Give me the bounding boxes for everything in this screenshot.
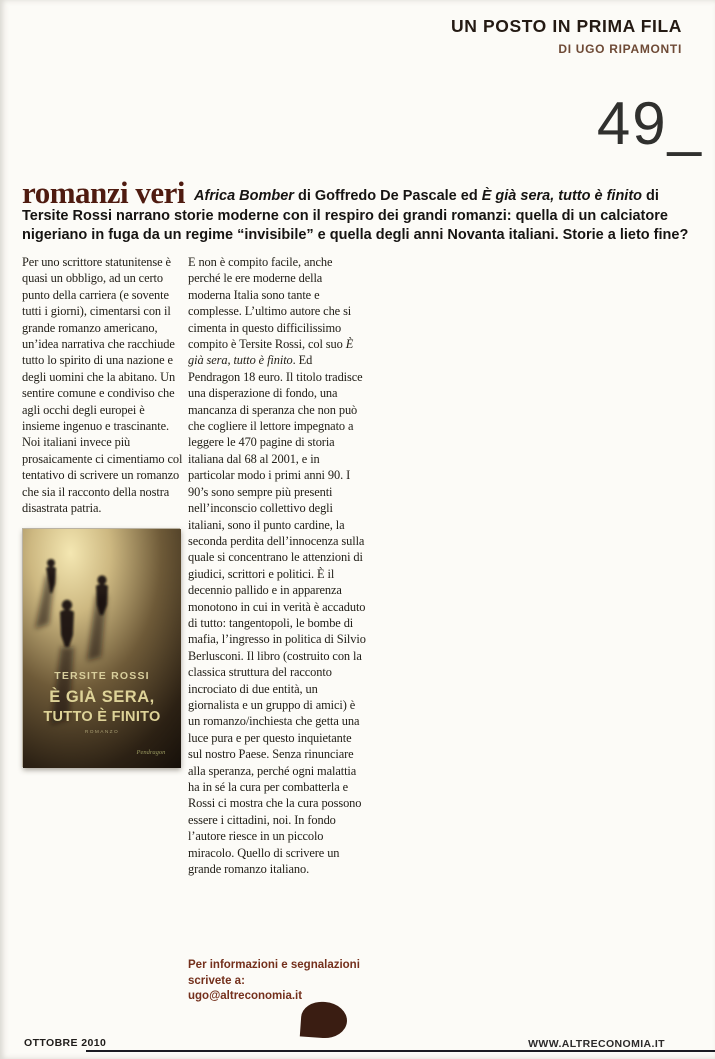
column-masthead [451,16,682,56]
right-column-p1: E non è compito facile, anche perché le ere moderne della moderna Italia sono tante e complesse. L’ultimo autore che si cimenta in questo difficilissimo compito è Tersite Rossi, col suo [188,255,352,352]
right-column-p2: . Ed Pendragon 18 euro. Il titolo tradisce una disperazione di fondo, una mancanza di speranza che non può che cogliere il lettore impegnato a leggere le 470 pagine di storia italiana dal 68 al 2001, e in particolar modo i primi anni 90. I 90’s sono sempre più presenti nell’inconscio collettivo degli italiani, sono il punto cardine, la seconda perdita dell’innocenza sulla quale si concentrano le attenzioni di giudici, scrittori e politici. È il decennio pallido e in apparenza monotono in cui in verità è accaduto di tutto: tangentopoli, le bombe di mafia, l’ingresso in politica di Silvio Berlusconi. Il libro (costruito con la classica struttura del racconto incrociato di due entità, un giornalista e un gruppo di amici) è un romanzo/inchiesta che getta una luce pura e per questo inquietante sul nostro Paese. Senza rinunciare alla speranza, perché ogni malattia ha in sé la cura per combatterla e Rossi ci mostra che la cura possono essere i cittadini, noi. In fondo l’autore riesce in un piccolo miracolo. Quello di scrivere un grande romanzo italiano. [188,353,366,877]
article-title: romanzi veri [22,175,186,210]
left-column [22,254,185,767]
standfirst-book2: È già sera, tutto è finito [481,188,643,204]
right-column-text [188,254,366,877]
cover-title-line1: È GIÀ SERA, [49,687,155,706]
website-url: WWW.ALTRECONOMIA.IT [528,1038,665,1050]
footer-rule [86,1050,715,1052]
cover-publisher: Pendragon [136,748,166,756]
standfirst-rest: di Tersite Rossi narrano storie moderne con il respiro dei grandi romanzi: quella di un calciatore nigeriano in fuga da un regime “invisibile” e quella degli anni Novanta italiani. Storie a lieto fine? [22,188,689,243]
column-title: UN POSTO IN PRIMA FILA [451,16,682,36]
headline-block [22,175,706,246]
standfirst [22,175,706,246]
standfirst-mid: di Goffredo De Pascale ed [293,188,482,204]
contact-line1: Per informazioni e segnalazioni [188,959,360,971]
contact-line2: scrivete a: [188,974,245,987]
issue-date: OTTOBRE 2010 [24,1037,107,1049]
book-cover-image [22,528,180,767]
right-column [188,254,366,877]
page-number: 49_ [596,90,703,157]
book-cover-art [23,529,181,768]
contact-block [188,958,360,1005]
left-column-text: Per uno scrittore statunitense è quasi un obbligo, ad un certo punto della carriera (e sovente tutti i giorni), cimentarsi con il grande romanzo americano, un’idea narrativa che racchiude tutto lo spirito di una nazione e degli uomini che la abitano. Un sentire comune e condiviso che agli occhi degli europei è insieme ingenuo e trascinante. Noi italiani invece più prosaicamente ci cimentiamo col tentativo di scrivere un romanzo che sia il racconto della nostra disastrata patria. [22,255,183,516]
author-byline: DI UGO RIPAMONTI [558,42,682,56]
right-column-book-title: È già sera, tutto è finito [188,337,354,368]
leaf-icon [300,1000,348,1039]
cover-title-line2: TUTTO È FINITO [43,708,161,725]
cover-genre: ROMANZO [84,729,120,735]
standfirst-book1: Africa Bomber [194,188,294,204]
cover-author: TERSITE ROSSI [54,669,150,682]
contact-email: ugo@altreconomia.it [188,990,303,1002]
